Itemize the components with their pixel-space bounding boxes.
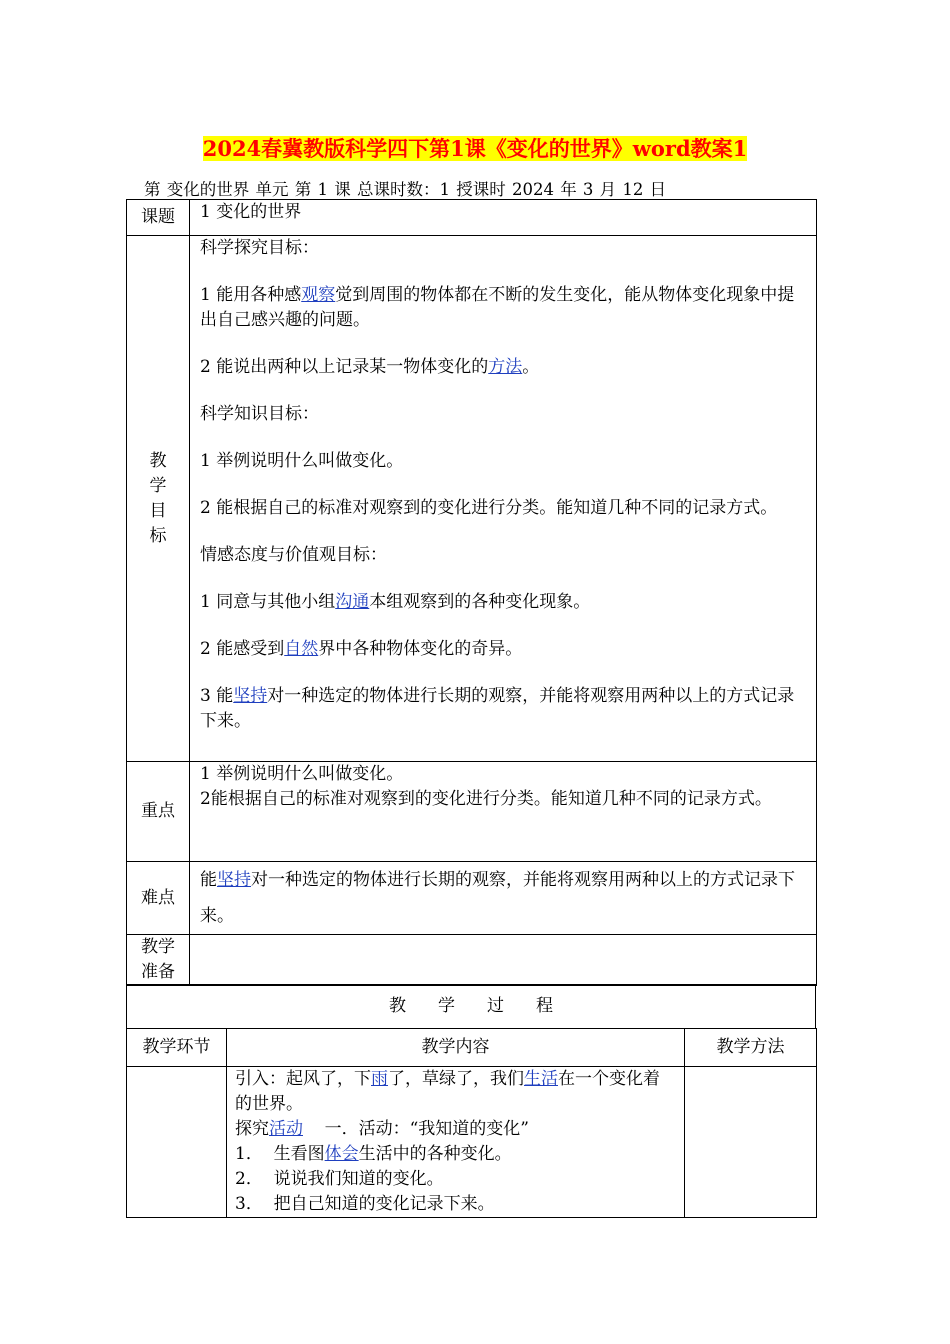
goals-row [127,236,817,762]
key-point-1: 1 举例说明什么叫做变化。 [200,764,404,784]
link-experience[interactable]: 体会 [324,1144,359,1164]
intro-text: 引入：起风了，下雨了，草绿了，我们生活在一个变化着的世界。 [235,1069,660,1114]
inquiry-goal-2: 2 能说出两种以上记录某一物体变化的方法。 [200,357,540,377]
link-activity[interactable]: 活动 [269,1119,303,1139]
step-1: 1． 生看图体会生活中的各种变化。 [235,1144,512,1164]
difficulty-row [127,862,817,935]
process-table [126,1028,817,1218]
explore-text: 探究活动 一．活动：“我知道的变化” [235,1119,529,1139]
goals-label-text: 教学目标 [149,450,167,546]
lesson-meta-line: 第 变化的世界 单元 第 1 课 总课时数：1 授课时 2024 年 3 月 12 日 [144,180,667,199]
difficulty-content: 能坚持对一种选定的物体进行长期的观察，并能将观察用两种以上的方式记录下来。 [190,862,817,935]
method-cell [685,1067,817,1218]
attitude-goal-3: 3 能坚持对一种选定的物体进行长期的观察，并能将观察用两种以上的方式记录下来。 [200,686,795,731]
link-life[interactable]: 生活 [524,1069,558,1089]
document-title [0,136,950,162]
stage-cell [127,1067,227,1218]
link-rain[interactable]: 雨 [371,1069,388,1089]
key-points-content [190,762,817,862]
link-communicate[interactable]: 沟通 [335,592,370,612]
preparation-label-text: 教学准备 [141,937,175,982]
link-observe[interactable]: 观察 [301,285,336,305]
preparation-row [127,935,817,986]
process-heading-table [126,984,816,1029]
topic-row [127,200,817,236]
link-persist[interactable]: 坚持 [233,686,268,706]
process-row-intro [127,1067,817,1218]
goals-content [190,236,817,762]
knowledge-goal-1: 1 举例说明什么叫做变化。 [200,451,404,471]
content-cell [227,1067,685,1218]
difficulty-label: 难点 [127,862,190,935]
topic-label: 课题 [127,200,190,236]
key-points-row [127,762,817,862]
link-nature[interactable]: 自然 [284,639,319,659]
inquiry-heading: 科学探究目标： [200,238,319,258]
knowledge-heading: 科学知识目标： [200,404,319,424]
preparation-label [127,935,190,986]
attitude-goal-2: 2 能感受到自然界中各种物体变化的奇异。 [200,639,523,659]
knowledge-goal-2: 2 能根据自己的标准对观察到的变化进行分类。能知道几种不同的记录方式。 [200,498,778,518]
col-content-header: 教学内容 [227,1029,685,1067]
step-2: 2． 说说我们知道的变化。 [235,1169,444,1189]
lesson-plan-table [126,199,817,986]
key-point-2: 2能根据自己的标准对观察到的变化进行分类。能知道几种不同的记录方式。 [200,789,772,809]
inquiry-goal-1: 1 能用各种感观察觉到周围的物体都在不断的发生变化，能从物体变化现象中提出自己感兴趣的问题。 [200,285,795,330]
process-heading: 教学过程 [127,985,816,1029]
link-method[interactable]: 方法 [488,357,523,377]
step-3: 3． 把自己知道的变化记录下来。 [235,1194,495,1214]
link-persist-2[interactable]: 坚持 [217,870,251,890]
attitude-heading: 情感态度与价值观目标： [200,545,387,565]
process-header-row [127,1029,817,1067]
col-stage-header: 教学环节 [127,1029,227,1067]
key-points-label: 重点 [127,762,190,862]
col-method-header: 教学方法 [685,1029,817,1067]
topic-value: 1 变化的世界 [190,200,817,236]
attitude-goal-1: 1 同意与其他小组沟通本组观察到的各种变化现象。 [200,592,591,612]
goals-label [127,236,190,762]
preparation-value [190,935,817,986]
title-text: 2024春冀教版科学四下第1课《变化的世界》word教案1 [202,136,748,161]
